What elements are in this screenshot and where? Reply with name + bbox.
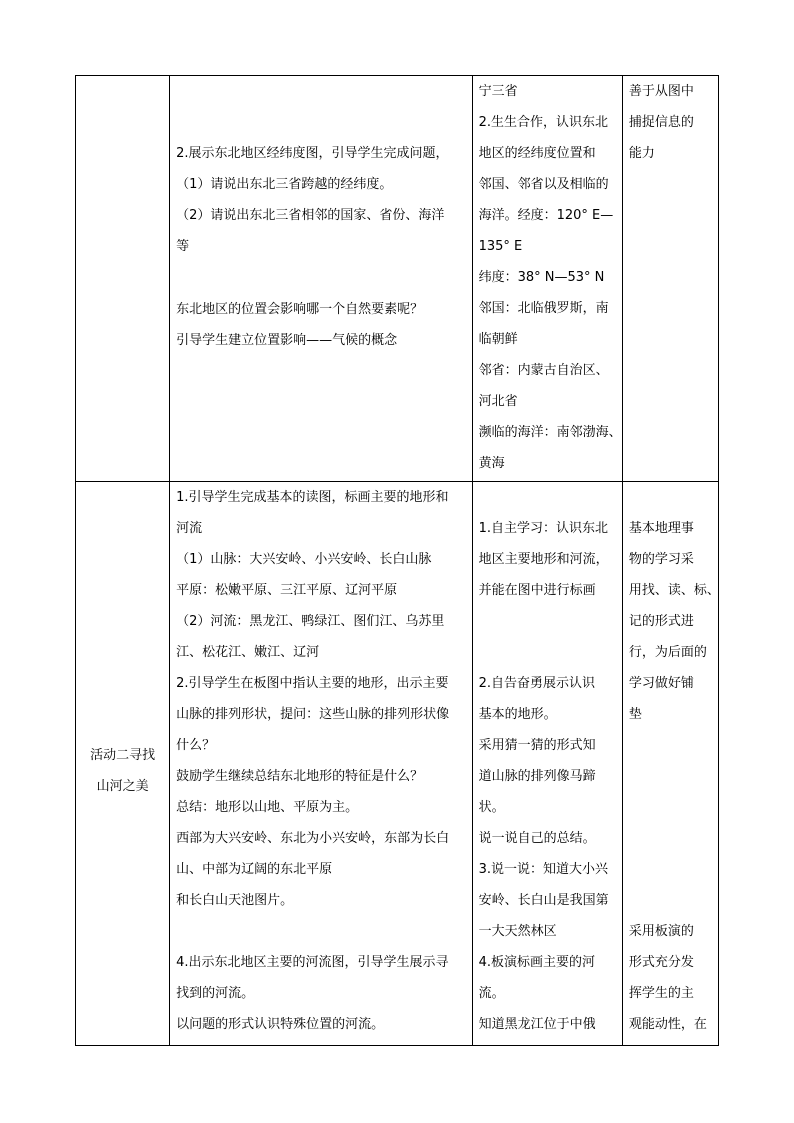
student-text-line: 一大天然林区 [478, 924, 557, 939]
intent-text-line: 挥学生的主 [628, 986, 694, 1001]
student-activity-cell [472, 76, 622, 482]
teacher-text-line: 找到的河流。 [176, 986, 255, 1001]
student-text-line: 纬度：38° N—53° N [478, 270, 605, 285]
activity-title-cell [76, 482, 170, 1046]
intent-text-line: 用找、读、标、 [628, 583, 720, 598]
intent-text-line: 学习做好铺 [628, 676, 694, 691]
teacher-text-line: （1）请说出东北三省跨越的经纬度。 [176, 177, 393, 192]
student-text-line: 2.生生合作，认识东北 [478, 115, 609, 130]
intent-text-line: 垫 [628, 707, 642, 722]
teacher-text-line: 东北地区的位置会影响哪一个自然要素呢？ [176, 302, 424, 317]
intent-text-line: 物的学习采 [628, 552, 694, 567]
intent-text-line: 形式充分发 [628, 955, 694, 970]
table-row [76, 76, 719, 482]
teacher-text-line: （1）山脉：大兴安岭、小兴安岭、长白山脉 [176, 552, 432, 567]
student-text-line: 状。 [478, 800, 505, 815]
teacher-text-line: 总结：地形以山地、平原为主。 [176, 800, 359, 815]
teacher-text-line: （2）请说出东北三省相邻的国家、省份、海洋 [176, 208, 445, 223]
student-text-line: 邻国、邻省以及相临的 [478, 177, 609, 192]
student-text-line: 4.板演标画主要的河 [478, 955, 596, 970]
teacher-text-line: 鼓励学生继续总结东北地形的特征是什么？ [176, 769, 424, 784]
teacher-text-line: 山脉的排列形状，提问：这些山脉的排列形状像 [176, 707, 450, 722]
student-text-line: 安岭、长白山是我国第 [478, 893, 609, 908]
intent-text-line: 善于从图中 [628, 84, 694, 99]
student-text-line: 邻国：北临俄罗斯，南 [478, 301, 609, 316]
teacher-text-line: 2.展示东北地区经纬度图，引导学生完成问题， [176, 146, 449, 161]
student-text-line: 并能在图中进行标画 [478, 583, 596, 598]
teacher-text-line: 江、松花江、嫩江、辽河 [176, 645, 320, 660]
student-text-line: 地区主要地形和河流， [478, 552, 609, 567]
intent-text-line: 行，为后面的 [628, 645, 707, 660]
intent-text-line: 记的形式进 [628, 614, 694, 629]
activity-title [76, 740, 169, 802]
student-text-line: 基本的地形。 [478, 707, 557, 722]
student-text-line: 1.自主学习：认识东北 [478, 521, 609, 536]
student-text-line: 3.说一说：知道大小兴 [478, 862, 609, 877]
student-text-line: 2.自告奋勇展示认识 [478, 676, 596, 691]
student-text-line: 临朝鲜 [478, 332, 518, 347]
activity-title-line: 活动二寻找 [90, 748, 156, 763]
student-text-line: 135° E [478, 239, 523, 254]
activity-title-line: 山河之美 [96, 779, 149, 794]
intent-text-line: 观能动性，在 [628, 1017, 707, 1032]
student-text-line: 地区的经纬度位置和 [478, 146, 596, 161]
student-text-line: 濒临的海洋：南邻渤海、 [478, 425, 622, 440]
teacher-text-line: 什么？ [176, 738, 216, 753]
teacher-text-line: 和长白山天池图片。 [176, 893, 294, 908]
teacher-text-line: 西部为大兴安岭、东北为小兴安岭，东部为长白 [176, 831, 450, 846]
student-text-line: 知道黑龙江位于中俄 [478, 1017, 596, 1032]
teacher-activity-cell [170, 482, 472, 1046]
student-text-line: 黄海 [478, 456, 505, 471]
student-text-line: 海洋。经度：120° E— [478, 208, 614, 223]
student-activity-cell [472, 482, 622, 1046]
design-intent-cell [622, 482, 718, 1046]
student-text-line: 宁三省 [478, 84, 518, 99]
student-text-line: 邻省：内蒙古自治区、 [478, 363, 609, 378]
student-text-line: 说一说自己的总结。 [478, 831, 596, 846]
student-text-line: 道山脉的排列像马蹄 [478, 769, 596, 784]
teacher-activity-cell [170, 76, 472, 482]
lesson-plan-table [75, 75, 719, 1046]
intent-text-line: 能力 [628, 146, 655, 161]
intent-text-line: 捕捉信息的 [628, 115, 694, 130]
student-text-line: 采用猜一猜的形式知 [478, 738, 596, 753]
activity-cell-empty [76, 76, 170, 482]
teacher-text-line: 等 [176, 239, 190, 254]
student-text-line: 流。 [478, 986, 505, 1001]
teacher-text-line: 1.引导学生完成基本的读图，标画主要的地形和 [176, 490, 449, 505]
teacher-text-line: 2.引导学生在板图中指认主要的地形，出示主要 [176, 676, 449, 691]
design-intent-cell [622, 76, 718, 482]
teacher-text-line: 以问题的形式认识特殊位置的河流。 [176, 1017, 385, 1032]
teacher-text-line: 4.出示东北地区主要的河流图，引导学生展示寻 [176, 955, 449, 970]
teacher-text-line: 河流 [176, 521, 203, 536]
table-row [76, 482, 719, 1046]
student-text-line: 河北省 [478, 394, 518, 409]
teacher-text-line: 平原：松嫩平原、三江平原、辽河平原 [176, 583, 398, 598]
teacher-text-line: 山、中部为辽阔的东北平原 [176, 862, 333, 877]
intent-text-line: 基本地理事 [628, 521, 694, 536]
teacher-text-line: 引导学生建立位置影响——气候的概念 [176, 333, 398, 348]
teacher-text-line: （2）河流：黑龙江、鸭绿江、图们江、乌苏里 [176, 614, 445, 629]
intent-text-line: 采用板演的 [628, 924, 694, 939]
